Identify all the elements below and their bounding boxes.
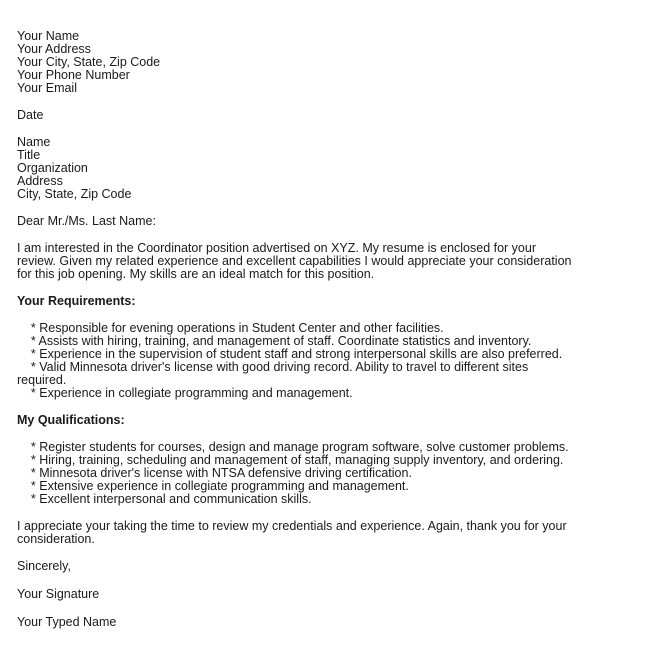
qualifications-list-line: * Register students for courses, design and manage program software, solve customer problems. (17, 440, 569, 454)
qualifications-list-line: * Minnesota driver's license with NTSA defensive driving certification. (17, 466, 412, 480)
salutation-line: Dear Mr./Ms. Last Name: (17, 214, 156, 228)
intro-paragraph-line: I am interested in the Coordinator position advertised on XYZ. My resume is enclosed for your (17, 241, 537, 255)
recipient-address-line: Organization (17, 161, 88, 175)
requirements-list-line: * Experience in the supervision of student staff and strong interpersonal skills are also preferred. (17, 347, 563, 361)
date-block (17, 109, 654, 122)
requirements-list-line: * Responsible for evening operations in Student Center and other facilities. (17, 321, 444, 335)
salutation-block (17, 215, 654, 228)
closing-paragraph-line: consideration. (17, 532, 95, 546)
sender-address-block (17, 30, 654, 95)
intro-paragraph-line: for this job opening. My skills are an ideal match for this position. (17, 267, 375, 281)
closing-paragraph (17, 520, 654, 546)
sender-address-line: Your Email (17, 81, 77, 95)
recipient-address-line: Name (17, 135, 51, 149)
signature-line: Your Signature (17, 587, 100, 601)
date-line: Date (17, 108, 44, 122)
sender-address-line: Your Phone Number (17, 68, 130, 82)
requirements-list-line: * Valid Minnesota driver's license with good driving record. Ability to travel to different sites (17, 360, 529, 374)
qualifications-list-line: * Hiring, training, scheduling and management of staff, managing supply inventory, and ordering. (17, 453, 564, 467)
recipient-address-line: Title (17, 148, 41, 162)
closing-paragraph-line: I appreciate your taking the time to review my credentials and experience. Again, thank you for your (17, 519, 567, 533)
sender-address-line: Your Name (17, 29, 80, 43)
requirements-list-line: required. (17, 373, 67, 387)
sender-address-line: Your Address (17, 42, 91, 56)
intro-paragraph (17, 242, 654, 281)
requirements-list (17, 322, 654, 400)
requirements-list-line: * Assists with hiring, training, and management of staff. Coordinate statistics and inventory. (17, 334, 532, 348)
qualifications-heading (17, 414, 654, 427)
qualifications-list (17, 441, 654, 506)
qualifications-list-line: * Excellent interpersonal and communication skills. (17, 492, 312, 506)
recipient-address-line: Address (17, 174, 63, 188)
recipient-address-line: City, State, Zip Code (17, 187, 132, 201)
typed-name-line: Your Typed Name (17, 615, 117, 629)
recipient-address-block (17, 136, 654, 201)
qualifications-heading-line: My Qualifications: (17, 413, 125, 427)
qualifications-list-line: * Extensive experience in collegiate programming and management. (17, 479, 409, 493)
requirements-heading (17, 295, 654, 308)
intro-paragraph-line: review. Given my related experience and excellent capabilities I would appreciate your consideration (17, 254, 572, 268)
signature-block (17, 588, 654, 601)
signoff-block (17, 560, 654, 573)
requirements-heading-line: Your Requirements: (17, 294, 136, 308)
typed-name-block (17, 616, 654, 629)
sender-address-line: Your City, State, Zip Code (17, 55, 161, 69)
requirements-list-line: * Experience in collegiate programming and management. (17, 386, 353, 400)
signoff-line: Sincerely, (17, 559, 71, 573)
